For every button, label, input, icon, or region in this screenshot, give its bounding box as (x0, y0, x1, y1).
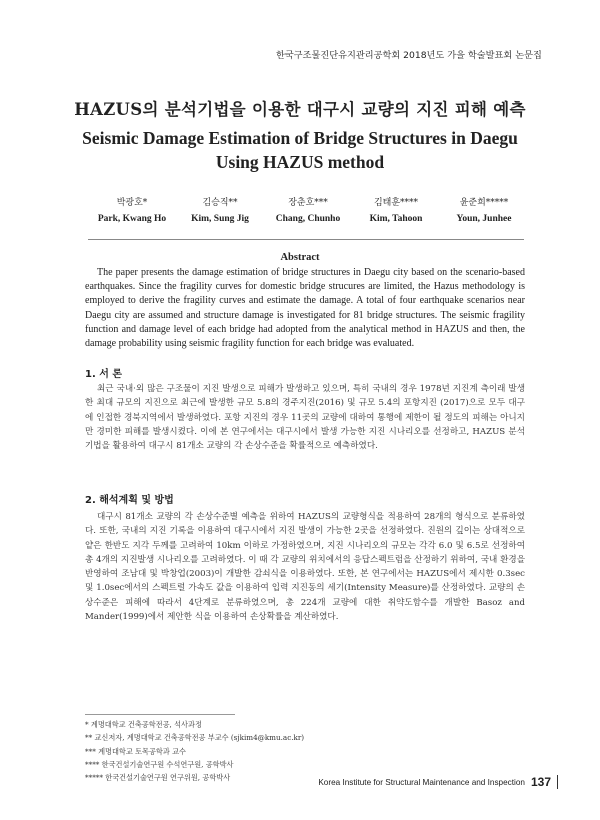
author (440, 196, 528, 228)
paper-title-english: Seismic Damage Estimation of Bridge Structures in Daegu Using HAZUS method (82, 128, 518, 172)
section-body-methods: 대구시 81개소 교량의 각 손상수준별 예측을 위하여 HAZUS의 교량형식을 적용하여 28개의 형식으로 분류하였다. 또한, 국내의 지진 기록을 이용하여 대구시에서 지진 발생이 가능한 2곳을 선정하였다. 진원의 깊이는 상대적으로 얕은 한반도 지각 두께를 고려하여 10km 이하로 가정하였으며, 지진 시나리오의 규모는 각각 6.0 및 6.5로 선정하여 총 4개의 지진발생 시나리오를 고려하였다. 이 때 각 교량의 위치에서의 응답스펙트럼을 산정하기 위하여, 국내 환경을 반영하여 조남대 및 박창업(2003)이 개발한 감쇠식을 이용하였다. 또한, 본 연구에서는 HAZUS에서 제시한 0.3sec 및 1.0sec에서의 스펙트럴 가속도 값을 이용하여 입력 지진동의 세기(Intensity Measure)를 산정하였다. 교량의 손상수준은 피해에 따라서 4단계로 분류하였으며, 총 224개 교량에 대한 취약도함수를 개발한 Basoz and Mander(1999)에서 제안한 식을 이용하여 손상확률을 계산하였다. (85, 512, 525, 623)
author-name-english: Kim, Sung Jig (191, 214, 249, 224)
footnote: * 계명대학교 건축공학전공, 석사과정 (85, 720, 202, 729)
abstract-heading: Abstract (280, 252, 320, 263)
author-name-korean: 장춘호*** (288, 198, 328, 208)
footer-divider (557, 775, 558, 789)
author (352, 196, 440, 228)
running-head-text: 한국구조물진단유지관리공학회 2018년도 가을 학술발표회 논문집 (276, 50, 542, 61)
author (88, 196, 176, 228)
page-footer (318, 775, 558, 789)
author-name-korean: 김태훈**** (373, 198, 419, 208)
author-name-english: Chang, Chunho (275, 214, 341, 224)
author-name-english: Park, Kwang Ho (97, 214, 167, 224)
author-list (88, 196, 528, 228)
running-head (272, 47, 542, 61)
author (176, 196, 264, 228)
author-name-korean: 박광호* (116, 198, 148, 208)
section-title-introduction: 1. 서 론 (85, 369, 123, 380)
author-name-korean: 윤준희***** (459, 198, 509, 208)
author-name-english: Kim, Tahoon (369, 214, 423, 224)
footnote: ***** 한국건설기술연구원 연구위원, 공학박사 (85, 773, 231, 783)
footnote: **** 한국건설기술연구원 수석연구원, 공학박사 (85, 759, 234, 769)
abstract-text: The paper presents the damage estimation of bridge structures in Daegu city based on the scenario-based earthquakes. Since the fragility curves for domestic bridge strucures are limited, the Hazus methodology is employed to derive the fragility curves and estimate the damage. A total of four earthquake scenarios near Daegu city are assumed and structure damage is investigated for 81 bridge structures. The seismic fragility function and damage level of each bridge had adopted from the analytical method in HAZUS and then, the damage probability using seismic fragility function for each bridge was evaluated. (85, 267, 525, 350)
author-name-korean: 김승직** (202, 198, 238, 208)
page-number: 137 (530, 775, 551, 789)
divider (88, 239, 524, 240)
paper-title-korean: HAZUS의 분석기법을 이용한 대구시 교량의 지진 피해 예측 (74, 100, 526, 119)
footnote-divider (85, 714, 235, 715)
author (264, 196, 352, 228)
footnote: *** 계명대학교 토목공학과 교수 (85, 746, 186, 756)
section-body-introduction: 최근 국내·외 많은 구조물이 지진 발생으로 피해가 발생하고 있으며, 특히 국내의 경우 1978년 지진계 측이래 발생한 최대 규모의 지진으로 최근에 발생한 규모 5.8의 경주지진(2016) 및 규모 5.4의 포항지진 (2017)으로 모두 대구에 인접한 경북지역에서 발생하였다. 포항 지진의 경우 11곳의 교량에 대하여 통행에 제한이 될 정도의 피해는 아니지만 경미한 피해를 발생시켰다. 이에 본 연구에서는 대구시에서 발생 가능한 지진 시나리오를 선정하고, HAZUS 분석 기법을 활용하여 대구시 81개소 교량의 각 손상수준을 확률적으로 예측하였다. (85, 384, 525, 452)
footnote: ** 교신저자, 계명대학교 건축공학전공 부교수 (sjkim4@kmu.ac.kr) (85, 733, 305, 743)
footer-organization: Korea Institute for Structural Maintenance and Inspection (318, 777, 525, 787)
section-title-methods: 2. 해석계획 및 방법 (85, 495, 174, 506)
author-name-english: Youn, Junhee (456, 214, 512, 224)
